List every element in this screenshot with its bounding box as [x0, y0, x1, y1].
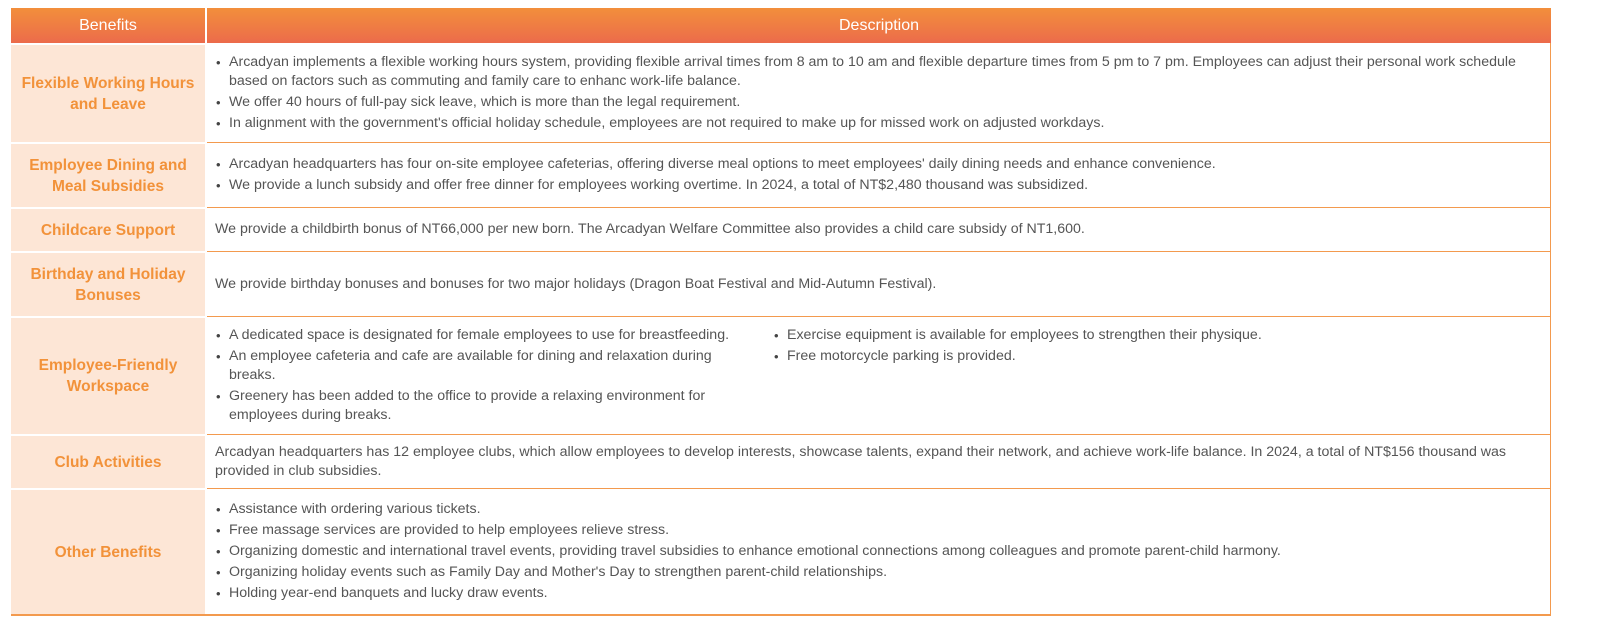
table-header [11, 8, 1551, 43]
header-description: Description [207, 8, 1551, 43]
list-item: • We offer 40 hours of full-pay sick leave, which is more than the legal requirement. [215, 93, 1542, 112]
list-item: • Holding year-end banquets and lucky draw events. [215, 584, 1542, 603]
table-row-workspace [11, 316, 1551, 434]
list-item: • Free massage services are provided to help employees relieve stress. [215, 521, 1542, 540]
list-item: • Assistance with ordering various tickets. [215, 500, 1542, 519]
row-description [207, 488, 1551, 614]
table-row-dining [11, 142, 1551, 207]
row-label: Employee Dining and Meal Subsidies [11, 142, 205, 207]
row-label: Employee-Friendly Workspace [11, 316, 205, 434]
list-item: • Exercise equipment is available for employees to strengthen their physique. [773, 326, 1542, 345]
row-description [207, 434, 1551, 488]
list-item: • Organizing domestic and international travel events, providing travel subsidies to enhance emotional connections among colleagues and promote parent-child harmony. [215, 542, 1542, 561]
list-item: • Arcadyan implements a flexible working hours system, providing flexible arrival times from 8 am to 10 am and flexible departure times from 5 pm to 7 pm. Employees can adjust their personal work schedule based on factors such as commuting and family care to enhanc work-life balance. [215, 53, 1542, 91]
row-description [207, 207, 1551, 251]
row-label: Birthday and Holiday Bonuses [11, 251, 205, 316]
benefits-table [11, 8, 1551, 616]
row-label: Childcare Support [11, 207, 205, 251]
table-row-bonuses [11, 251, 1551, 316]
list-item: • Greenery has been added to the office to provide a relaxing environment for employees during breaks. [215, 387, 755, 425]
bullet-list [215, 498, 1542, 605]
row-text: We provide birthday bonuses and bonuses for two major holidays (Dragon Boat Festival and Mid-Autumn Festival). [215, 275, 937, 292]
row-description [207, 142, 1551, 207]
bullet-list [215, 153, 1542, 197]
table-row-childcare [11, 207, 1551, 251]
table-row-other [11, 488, 1551, 614]
row-description [207, 251, 1551, 316]
bullet-list-right [773, 324, 1542, 427]
table-bottom-border [11, 614, 1551, 616]
list-item: • In alignment with the government's official holiday schedule, employees are not required to make up for missed work on adjusted workdays. [215, 114, 1542, 133]
list-item: • A dedicated space is designated for female employees to use for breastfeeding. [215, 326, 755, 345]
row-description [207, 316, 1551, 434]
table-row-flexible-working [11, 43, 1551, 142]
header-benefits: Benefits [11, 8, 205, 43]
row-text: We provide a childbirth bonus of NT66,000 per new born. The Arcadyan Welfare Committee also provides a child care subsidy of NT1,600. [215, 221, 1085, 237]
bullet-list-left [215, 324, 755, 427]
list-item: • We provide a lunch subsidy and offer free dinner for employees working overtime. In 2024, a total of NT$2,480 thousand was subsidized. [215, 176, 1542, 195]
row-label: Other Benefits [11, 488, 205, 614]
list-item: • Organizing holiday events such as Family Day and Mother's Day to strengthen parent-child relationships. [215, 563, 1542, 582]
row-description [207, 43, 1551, 142]
list-item: • Arcadyan headquarters has four on-site employee cafeterias, offering diverse meal options to meet employees' daily dining needs and enhance convenience. [215, 155, 1542, 174]
bullet-list [215, 51, 1542, 135]
table-row-clubs [11, 434, 1551, 488]
row-label: Club Activities [11, 434, 205, 488]
two-column-list [215, 324, 1542, 427]
row-text: Arcadyan headquarters has 12 employee clubs, which allow employees to develop interests, showcase talents, expand their network, and achieve work-life balance. In 2024, a total of NT$156 thousand was provided in club subsidies. [215, 443, 1507, 479]
list-item: • An employee cafeteria and cafe are available for dining and relaxation during breaks. [215, 347, 755, 385]
row-label: Flexible Working Hours and Leave [11, 43, 205, 142]
list-item: • Free motorcycle parking is provided. [773, 347, 1542, 366]
